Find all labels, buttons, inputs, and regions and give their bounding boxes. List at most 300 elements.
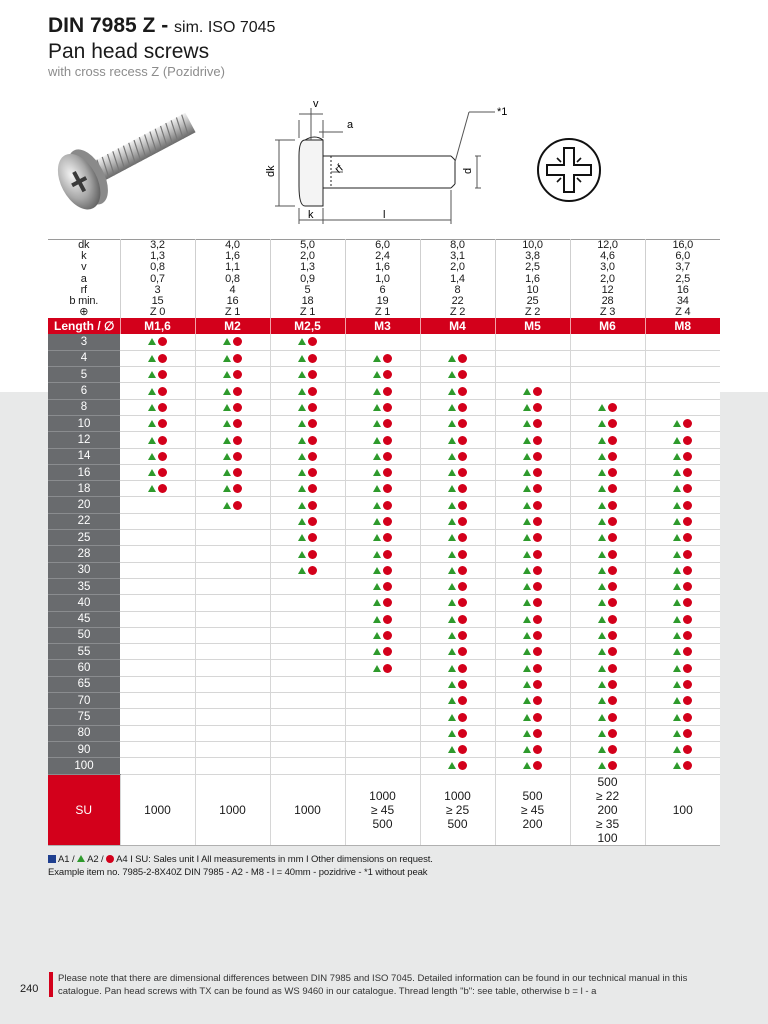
a4-dot-icon: [608, 452, 617, 461]
a2-triangle-icon: [298, 551, 306, 558]
availability-cell: [495, 660, 570, 676]
availability-mark: [448, 387, 467, 396]
availability-mark: [298, 566, 317, 575]
a4-dot-icon: [233, 370, 242, 379]
dimension-value: Z 1: [345, 307, 420, 318]
dimension-value: 1,6: [195, 251, 270, 262]
a2-triangle-icon: [373, 665, 381, 672]
a2-triangle-icon: [673, 599, 681, 606]
availability-cell: [570, 725, 645, 741]
a2-triangle-icon: [448, 437, 456, 444]
length-cell: 60: [48, 660, 120, 676]
availability-mark: [673, 647, 692, 656]
a4-dot-icon: [458, 761, 467, 770]
availability-cell: [495, 399, 570, 415]
a4-dot-icon: [608, 598, 617, 607]
a2-triangle-icon: [373, 404, 381, 411]
length-cell: 22: [48, 513, 120, 529]
dimension-value: 0,8: [120, 262, 195, 273]
availability-cell: [495, 513, 570, 529]
availability-cell: [570, 546, 645, 562]
availability-cell: [195, 415, 270, 431]
availability-cell: [645, 644, 720, 660]
availability-cell: [645, 432, 720, 448]
availability-mark: [223, 370, 242, 379]
availability-cell: [345, 464, 420, 480]
availability-mark: [448, 713, 467, 722]
availability-cell: [570, 758, 645, 774]
a2-triangle-icon: [148, 453, 156, 460]
dimension-value: 4,0: [195, 240, 270, 252]
a4-dot-icon: [233, 403, 242, 412]
a4-dot-icon: [458, 566, 467, 575]
availability-cell: [645, 530, 720, 546]
a2-triangle-icon: [373, 583, 381, 590]
availability-cell: [120, 627, 195, 643]
a4-dot-icon: [683, 517, 692, 526]
availability-mark: [448, 615, 467, 624]
page-title: [48, 14, 275, 40]
availability-mark: [448, 647, 467, 656]
a4-dot-icon: [608, 729, 617, 738]
availability-mark: [673, 484, 692, 493]
availability-cell: [420, 399, 495, 415]
availability-mark: [298, 403, 317, 412]
availability-mark: [223, 337, 242, 346]
a2-triangle-icon: [223, 338, 231, 345]
a4-dot-icon: [533, 713, 542, 722]
a2-triangle-icon: [448, 714, 456, 721]
availability-cell: [495, 432, 570, 448]
availability-mark: [523, 484, 542, 493]
availability-mark: [523, 517, 542, 526]
availability-cell: [645, 383, 720, 399]
a4-dot-icon: [458, 550, 467, 559]
label-dk: dk: [265, 165, 277, 177]
a4-dot-icon: [608, 745, 617, 754]
a4-dot-icon: [458, 468, 467, 477]
availability-mark: [373, 370, 392, 379]
a4-dot-icon: [533, 598, 542, 607]
availability-mark: [523, 631, 542, 640]
a2-triangle-icon: [523, 502, 531, 509]
table-row: [48, 530, 720, 546]
a4-dot-icon: [458, 517, 467, 526]
a2-triangle-icon: [523, 762, 531, 769]
availability-cell: [195, 627, 270, 643]
availability-mark: [223, 403, 242, 412]
availability-cell: [345, 432, 420, 448]
availability-mark: [448, 598, 467, 607]
a2-triangle-icon: [298, 534, 306, 541]
availability-mark: [148, 468, 167, 477]
availability-cell: [420, 530, 495, 546]
availability-mark: [448, 517, 467, 526]
a2-triangle-icon: [673, 420, 681, 427]
a4-dot-icon: [683, 761, 692, 770]
a4-dot-icon: [458, 419, 467, 428]
availability-cell: [120, 546, 195, 562]
a4-dot-icon: [458, 647, 467, 656]
a2-triangle-icon: [523, 632, 531, 639]
availability-cell: [645, 334, 720, 350]
size-header: M2,5: [270, 318, 345, 334]
a2-triangle-icon: [673, 746, 681, 753]
length-cell: 6: [48, 383, 120, 399]
dimension-value: 3: [120, 285, 195, 296]
availability-mark: [373, 550, 392, 559]
header-row: [48, 318, 720, 334]
a2-triangle-icon: [598, 583, 606, 590]
a4-dot-icon: [308, 370, 317, 379]
a2-triangle-icon: [598, 697, 606, 704]
sales-unit-label: SU: [48, 774, 120, 845]
dimension-label: dk: [48, 240, 120, 252]
availability-cell: [270, 432, 345, 448]
a4-dot-icon: [233, 501, 242, 510]
availability-mark: [523, 713, 542, 722]
availability-mark: [523, 582, 542, 591]
label-rf: rf: [332, 162, 346, 176]
a4-dot-icon: [683, 680, 692, 689]
a2-triangle-icon: [448, 730, 456, 737]
a4-dot-icon: [683, 647, 692, 656]
a4-dot-icon: [608, 501, 617, 510]
a4-dot-icon: [383, 484, 392, 493]
availability-mark: [523, 696, 542, 705]
a4-dot-icon: [683, 582, 692, 591]
availability-cell: [495, 741, 570, 757]
availability-cell: [270, 513, 345, 529]
a2-triangle-icon: [448, 681, 456, 688]
a2-triangle-icon: [148, 388, 156, 395]
availability-cell: [570, 448, 645, 464]
availability-cell: [495, 334, 570, 350]
a4-dot-icon: [383, 566, 392, 575]
label-l: l: [383, 209, 386, 221]
availability-mark: [523, 452, 542, 461]
availability-cell: [420, 611, 495, 627]
availability-mark: [373, 517, 392, 526]
availability-cell: [195, 562, 270, 578]
length-cell: 5: [48, 367, 120, 383]
availability-mark: [448, 501, 467, 510]
a4-dot-icon: [458, 615, 467, 624]
availability-mark: [673, 631, 692, 640]
availability-cell: [120, 367, 195, 383]
a2-triangle-icon: [448, 469, 456, 476]
pozidrive-recess-icon: [535, 136, 603, 204]
sales-unit-value: 100: [645, 774, 720, 845]
a4-dot-icon: [533, 729, 542, 738]
availability-mark: [523, 533, 542, 542]
availability-mark: [223, 501, 242, 510]
availability-cell: [495, 693, 570, 709]
dimension-value: 5,0: [270, 240, 345, 252]
a2-triangle-icon: [598, 632, 606, 639]
availability-cell: [270, 481, 345, 497]
length-cell: 30: [48, 562, 120, 578]
a2-triangle-icon: [448, 534, 456, 541]
length-cell: 18: [48, 481, 120, 497]
availability-cell: [570, 693, 645, 709]
availability-mark: [598, 566, 617, 575]
availability-cell: [195, 383, 270, 399]
availability-mark: [673, 745, 692, 754]
a4-dot-icon: [158, 387, 167, 396]
a4-dot-icon: [383, 403, 392, 412]
availability-mark: [598, 713, 617, 722]
a2-triangle-icon: [148, 355, 156, 362]
a2-triangle-icon: [373, 485, 381, 492]
dimension-value: 25: [495, 296, 570, 307]
a2-triangle-icon: [598, 599, 606, 606]
availability-cell: [495, 448, 570, 464]
a4-dot-icon: [608, 696, 617, 705]
a4-dot-icon: [608, 419, 617, 428]
length-cell: 75: [48, 709, 120, 725]
availability-cell: [345, 578, 420, 594]
a4-dot-icon: [533, 403, 542, 412]
table-row: [48, 660, 720, 676]
legend-text: I SU: Sales unit I All measurements in mm I Other dimensions on request.: [127, 854, 433, 865]
a2-triangle-icon: [223, 404, 231, 411]
availability-mark: [223, 387, 242, 396]
availability-cell: [195, 530, 270, 546]
length-cell: 28: [48, 546, 120, 562]
a4-dot-icon: [158, 354, 167, 363]
availability-mark: [673, 713, 692, 722]
availability-cell: [570, 415, 645, 431]
a4-dot-icon: [533, 501, 542, 510]
availability-cell: [345, 725, 420, 741]
availability-cell: [420, 367, 495, 383]
availability-mark: [673, 582, 692, 591]
dimension-value: 10,0: [495, 240, 570, 252]
availability-cell: [345, 611, 420, 627]
dimension-value: 0,7: [120, 274, 195, 285]
availability-cell: [120, 693, 195, 709]
a4-dot-icon: [608, 761, 617, 770]
table-row: [48, 578, 720, 594]
availability-cell: [645, 595, 720, 611]
label-k: k: [308, 209, 314, 221]
availability-cell: [645, 676, 720, 692]
availability-cell: [270, 415, 345, 431]
availability-cell: [420, 725, 495, 741]
a2-triangle-icon: [523, 567, 531, 574]
availability-cell: [495, 578, 570, 594]
a2-triangle-icon: [598, 404, 606, 411]
a4-dot-icon: [683, 452, 692, 461]
a2-triangle-icon: [523, 534, 531, 541]
availability-cell: [195, 644, 270, 660]
a4-dot-icon: [683, 501, 692, 510]
a4-dot-icon: [683, 696, 692, 705]
dimension-value: 3,1: [420, 251, 495, 262]
availability-mark: [223, 484, 242, 493]
availability-cell: [270, 611, 345, 627]
table-row: [48, 709, 720, 725]
dimension-value: 1,6: [345, 262, 420, 273]
a2-triangle-icon: [373, 567, 381, 574]
availability-cell: [345, 481, 420, 497]
availability-mark: [448, 761, 467, 770]
a4-dot-icon: [458, 582, 467, 591]
availability-cell: [195, 513, 270, 529]
availability-cell: [270, 758, 345, 774]
table-row: [48, 595, 720, 611]
a4-dot-icon: [533, 387, 542, 396]
availability-mark: [598, 615, 617, 624]
a2-triangle-icon: [148, 469, 156, 476]
availability-cell: [420, 693, 495, 709]
availability-cell: [270, 660, 345, 676]
a4-dot-icon: [233, 354, 242, 363]
availability-cell: [420, 448, 495, 464]
availability-cell: [195, 725, 270, 741]
table-row: [48, 448, 720, 464]
a4-dot-icon: [683, 468, 692, 477]
availability-mark: [373, 419, 392, 428]
footer-accent-bar: [49, 972, 53, 997]
a2-triangle-icon: [523, 599, 531, 606]
availability-cell: [120, 595, 195, 611]
availability-mark: [598, 696, 617, 705]
a2-triangle-icon: [373, 551, 381, 558]
availability-cell: [420, 660, 495, 676]
availability-mark: [523, 566, 542, 575]
a4-dot-icon: [308, 403, 317, 412]
a4-dot-icon: [683, 419, 692, 428]
a4-dot-icon: [683, 436, 692, 445]
a4-dot-icon: [458, 501, 467, 510]
availability-mark: [673, 501, 692, 510]
a2-triangle-icon: [148, 420, 156, 427]
availability-cell: [345, 644, 420, 660]
availability-mark: [373, 615, 392, 624]
availability-mark: [673, 419, 692, 428]
a4-dot-icon: [158, 403, 167, 412]
a2-triangle-icon: [523, 453, 531, 460]
a2-triangle-icon: [673, 583, 681, 590]
a4-dot-icon: [533, 745, 542, 754]
availability-mark: [298, 337, 317, 346]
a4-dot-icon: [383, 550, 392, 559]
a4-dot-icon: [233, 468, 242, 477]
availability-cell: [645, 350, 720, 366]
availability-mark: [673, 664, 692, 673]
availability-cell: [345, 497, 420, 513]
dimension-value: 16: [676, 283, 689, 296]
a2-triangle-icon: [373, 437, 381, 444]
availability-cell: [270, 627, 345, 643]
label-a: a: [347, 119, 354, 131]
availability-table: [48, 318, 720, 846]
a2-triangle-icon: [673, 518, 681, 525]
availability-cell: [345, 741, 420, 757]
a4-dot-icon: [458, 680, 467, 689]
a4-dot-icon: [383, 468, 392, 477]
a4-dot-icon: [308, 419, 317, 428]
a2-triangle-icon: [223, 453, 231, 460]
a2-triangle-icon: [448, 567, 456, 574]
a4-dot-icon: [683, 598, 692, 607]
availability-mark: [373, 598, 392, 607]
availability-cell: [420, 741, 495, 757]
a4-dot-icon: [308, 354, 317, 363]
availability-cell: [270, 725, 345, 741]
a2-triangle-icon: [598, 485, 606, 492]
availability-cell: [570, 530, 645, 546]
a2-triangle-icon: [523, 665, 531, 672]
a4-dot-icon: [683, 566, 692, 575]
length-cell: 12: [48, 432, 120, 448]
availability-cell: [120, 741, 195, 757]
availability-mark: [673, 550, 692, 559]
availability-cell: [120, 497, 195, 513]
availability-cell: [495, 611, 570, 627]
availability-mark: [598, 680, 617, 689]
availability-cell: [420, 464, 495, 480]
availability-mark: [373, 387, 392, 396]
a4-dot-icon: [383, 517, 392, 526]
a2-triangle-icon: [373, 518, 381, 525]
availability-cell: [120, 481, 195, 497]
dimension-value: 4: [195, 285, 270, 296]
dimension-value: Z 1: [270, 307, 345, 318]
a4-dot-icon: [383, 387, 392, 396]
a4-dot-icon: [608, 615, 617, 624]
a4-dot-icon: [458, 452, 467, 461]
a2-triangle-icon: [448, 453, 456, 460]
availability-cell: [420, 627, 495, 643]
dimension-label: k: [48, 251, 120, 262]
a2-triangle-icon: [673, 730, 681, 737]
a2-triangle-icon: [77, 855, 85, 862]
availability-mark: [373, 566, 392, 575]
availability-mark: [598, 517, 617, 526]
availability-cell: [195, 758, 270, 774]
length-cell: 55: [48, 644, 120, 660]
availability-cell: [570, 627, 645, 643]
legend-line: [48, 853, 433, 866]
sales-unit-value: 1000: [195, 774, 270, 845]
availability-mark: [598, 484, 617, 493]
availability-mark: [298, 354, 317, 363]
availability-mark: [148, 436, 167, 445]
availability-mark: [598, 582, 617, 591]
availability-cell: [270, 578, 345, 594]
availability-cell: [195, 448, 270, 464]
availability-cell: [195, 546, 270, 562]
length-cell: 45: [48, 611, 120, 627]
a2-triangle-icon: [448, 502, 456, 509]
availability-cell: [495, 350, 570, 366]
availability-mark: [673, 452, 692, 461]
a4-dot-icon: [383, 370, 392, 379]
availability-mark: [523, 664, 542, 673]
availability-mark: [598, 436, 617, 445]
a2-triangle-icon: [448, 599, 456, 606]
availability-mark: [448, 582, 467, 591]
dimension-value: 3,0: [570, 262, 645, 273]
availability-mark: [373, 631, 392, 640]
availability-cell: [645, 611, 720, 627]
a4-dot-icon: [308, 484, 317, 493]
table-row: [48, 367, 720, 383]
a4-dot-icon: [683, 533, 692, 542]
